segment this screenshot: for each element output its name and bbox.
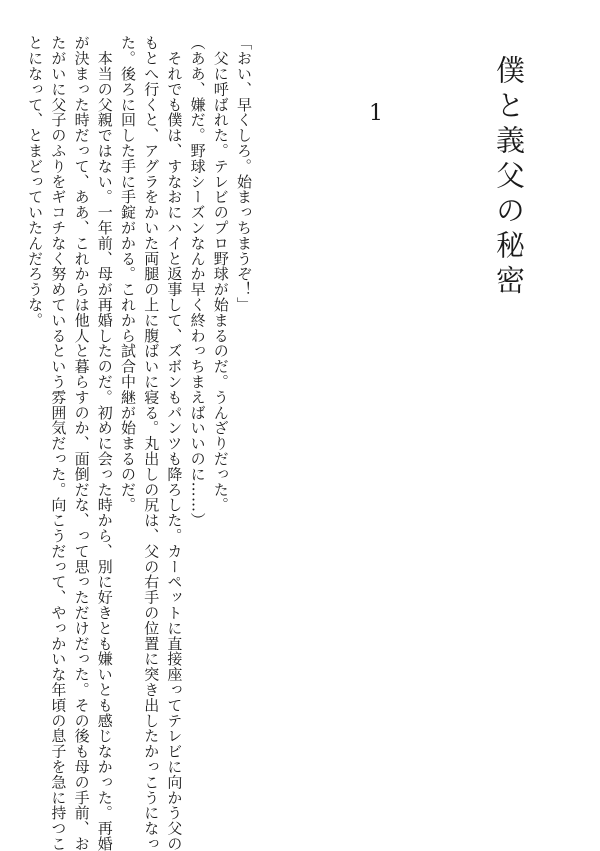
page-title: 僕と義父の秘密: [492, 55, 526, 300]
text-line: た。後ろに回した手に手錠がかる。これから試合中継が始まるのだ。: [118, 35, 137, 513]
text-line: それでも僕は、すなおにハイと返事して、ズボンもパンツも降ろした。カーペットに直接座ってテレビに向かう父の: [165, 35, 184, 851]
text-line: 「おい、早くしろ。始まっちまうぞ！」: [235, 35, 253, 313]
text-line: （ああ、嫌だ。野球シーズンなんか早く終わっちまえばいいのに……）: [188, 35, 207, 528]
text-line: もとへ行くと、アグラをかいた両腿の上に腹ばいに寝る。丸出しの尻は、父の右手の位置に突き出したかっこうになっ: [142, 35, 161, 851]
text-line: とになって、とまどっていたんだろうな。: [26, 35, 45, 328]
text-line: 本当の父親ではない。一年前、母が再婚したのだ。初めに会った時から、別に好きとも嫌いとも感じなかった。再婚: [95, 35, 114, 851]
text-line: たがいに父子のふりをギコチなく努めているという雰囲気だった。向こうだって、やっかいな年頃の息子を急に持つこ: [49, 35, 68, 851]
body-text: [23, 35, 255, 851]
text-line: 父に呼ばれた。テレビのプロ野球が始まるのだ。うんざりだった。: [211, 35, 230, 513]
chapter-number: 1: [369, 101, 383, 126]
text-line: が決まった時だって、ああ、これからは他人と暮らすのか、面倒だな、って思っただけだった。その後も母の手前、お: [72, 35, 91, 851]
